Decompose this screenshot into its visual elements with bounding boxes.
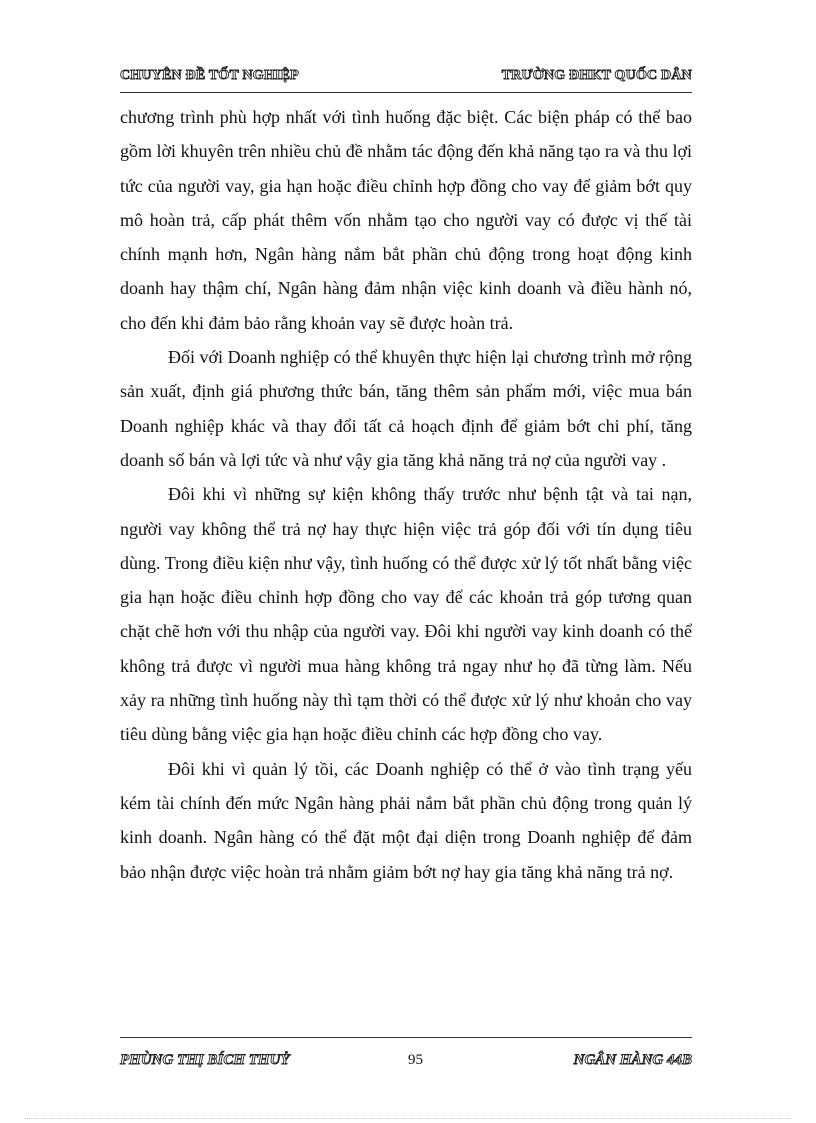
page-footer [120,1052,692,1076]
header-right-title: TRƯỜNG ĐHKT QUỐC DÂN [501,68,692,83]
footer-divider [120,1037,692,1038]
paragraph: Đôi khi vì quản lý tồi, các Doanh nghiệp có thể ở vào tình trạng yếu kém tài chính đến mức Ngân hàng phải nắm bắt phần chủ động trong quản lý kinh doanh. Ngân hàng có thể đặt một đại diện trong Doanh nghiệp để đảm bảo nhận được việc hoàn trả nhằm giảm bớt nợ hay gia tăng khả năng trả nợ. [120,758,692,882]
paragraph: Đôi khi vì những sự kiện không thấy trước như bệnh tật và tai nạn, người vay không thể trả nợ hay thực hiện việc trả góp đối với tín dụng tiêu dùng. Trong điều kiện như vậy, tình huống có thể được xử lý tốt nhất bằng việc gia hạn hoặc điều chỉnh hợp đồng cho vay để các khoản trả góp tương quan chặt chẽ hơn với thu nhập của người vay. Đôi khi người vay kinh doanh có thể không trả được vì người mua hàng không trả ngay như họ đã từng làm. Nếu xảy ra những tình huống này thì tạm thời có thể được xử lý như khoản cho vay tiêu dùng bằng việc gia hạn hoặc điều chỉnh các hợp đồng cho vay. [120,484,692,745]
footer-author: PHÙNG THỊ BÍCH THUỶ [120,1052,290,1068]
page-bottom-edge [24,1118,792,1119]
header-left-title: CHUYÊN ĐỀ TỐT NGHIỆP [120,68,299,83]
page-number: 95 [408,1052,423,1068]
header-divider [120,92,692,93]
paragraph: Đối với Doanh nghiệp có thể khuyên thực hiện lại chương trình mở rộng sản xuất, định giá phương thức bán, tăng thêm sản phẩm mới, việc mua bán Doanh nghiệp khác và thay đổi tất cả hoạch định để giảm bớt chi phí, tăng doanh số bán và lợi tức và như vậy gia tăng khả năng trả nợ của người vay . [120,347,692,470]
page-header [120,68,692,90]
paragraph-continuation: chương trình phù hợp nhất với tình huống đặc biệt. Các biện pháp có thể bao gồm lời khuyên trên nhiều chủ đề nhằm tác động đến khả năng tạo ra và thu lợi tức của người vay, gia hạn hoặc điều chỉnh hợp đồng cho vay để giảm bớt quy mô hoàn trả, cấp phát thêm vốn nhằm tạo cho người vay có được vị thế tài chính mạnh hơn, Ngân hàng nắm bắt phần chủ động trong hoạt động kinh doanh hay thậm chí, Ngân hàng đảm nhận việc kinh doanh và điều hành nó, cho đến khi đảm bảo rằng khoản vay sẽ được hoàn trả. [120,107,692,333]
footer-class: NGÂN HÀNG 44B [573,1052,692,1068]
document-body [120,100,692,889]
